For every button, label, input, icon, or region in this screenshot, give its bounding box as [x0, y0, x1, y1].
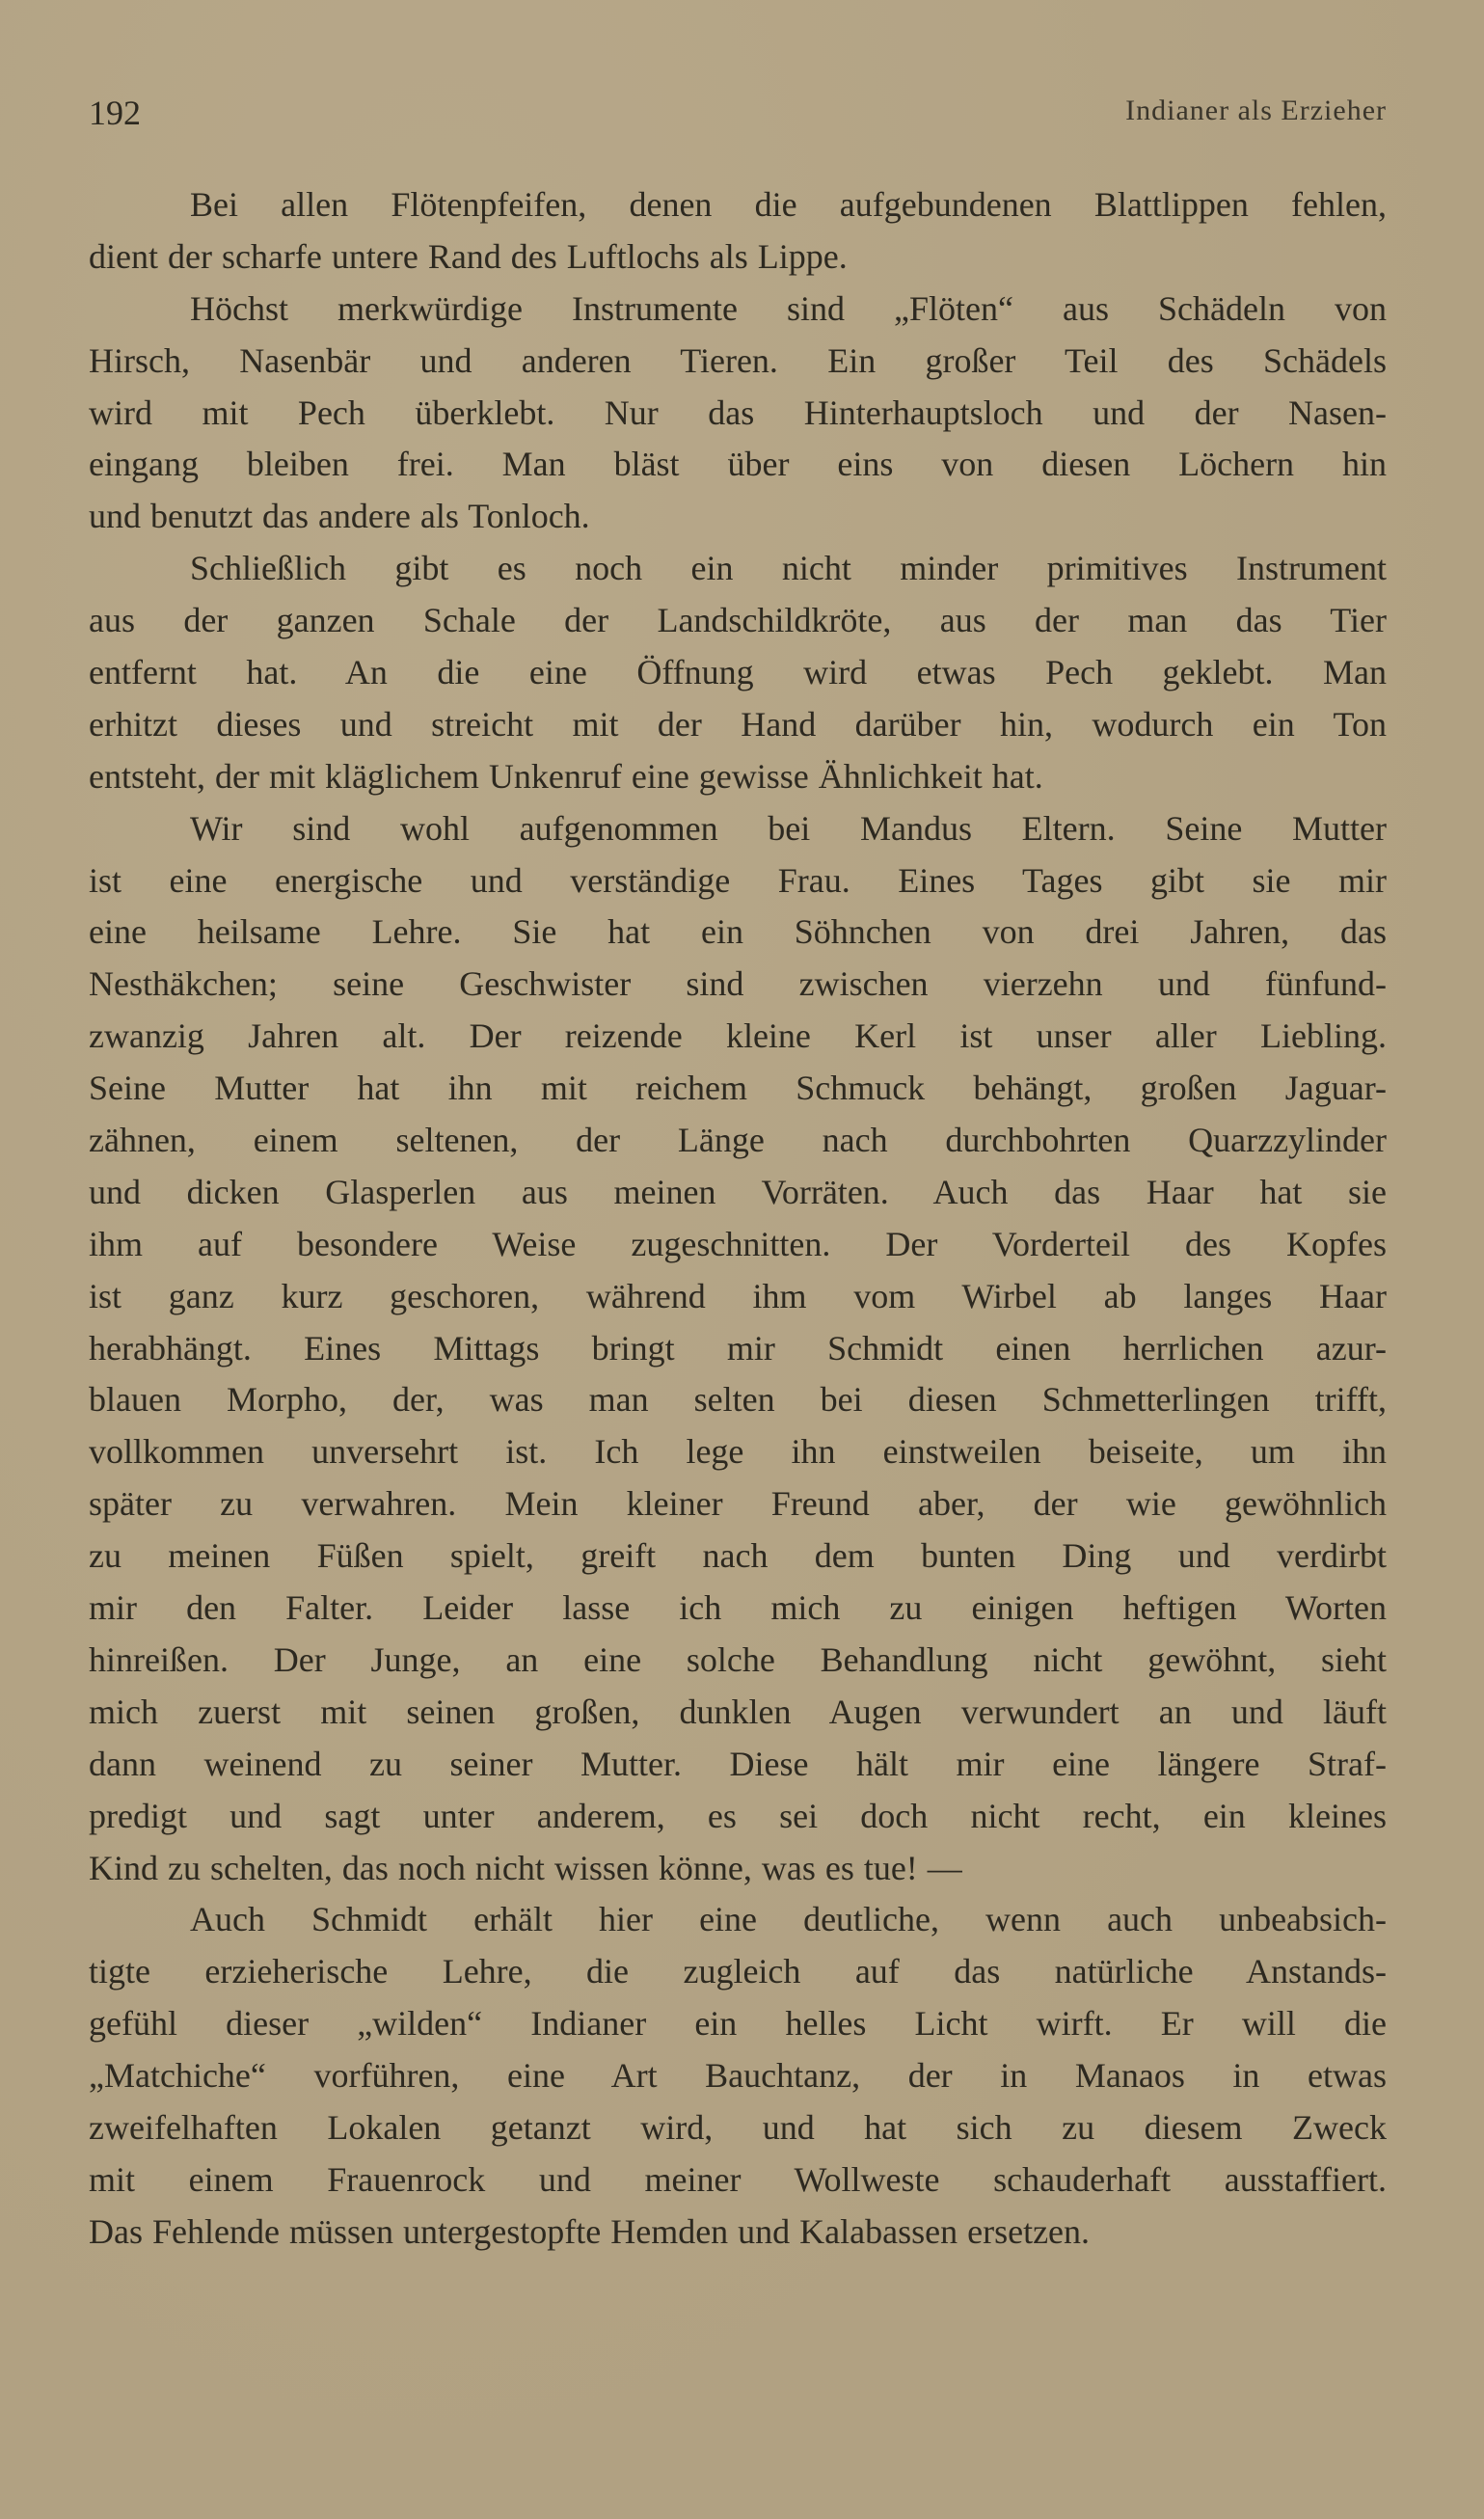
text-line: Höchst merkwürdige Instrumente sind „Flöten“ aus Schädeln von: [190, 288, 1387, 328]
running-title: Indianer als Erzieher: [1125, 95, 1387, 126]
text-line: ist eine energische und verständige Frau. Eines Tages gibt sie mir: [89, 860, 1387, 900]
text-line: blauen Morpho, der, was man selten bei diesen Schmetterlingen trifft,: [89, 1380, 1387, 1420]
paragraph: [89, 803, 1387, 1895]
text-line: Hirsch, Nasenbär und anderen Tieren. Ein großer Teil des Schädels: [89, 340, 1387, 380]
text-line: vollkommen unversehrt ist. Ich lege ihn einstweilen beiseite, um ihn: [89, 1432, 1387, 1472]
text-line: gefühl dieser „wilden“ Indianer ein helles Licht wirft. Er will die: [89, 2004, 1387, 2044]
text-line: Bei allen Flötenpfeifen, denen die aufgebundenen Blattlippen fehlen,: [190, 185, 1387, 224]
text-line: erhitzt dieses und streicht mit der Hand darüber hin, wodurch ein Ton: [89, 704, 1387, 744]
text-line: tigte erzieherische Lehre, die zugleich auf das natürliche Anstands-: [89, 1952, 1387, 1991]
text-line: Auch Schmidt erhält hier eine deutliche, wenn auch unbeabsich-: [190, 1900, 1387, 1939]
body-text: [89, 179, 1387, 2259]
text-line: Wir sind wohl aufgenommen bei Mandus Eltern. Seine Mutter: [190, 808, 1387, 848]
running-header: [89, 93, 1387, 135]
text-line: dann weinend zu seiner Mutter. Diese hält mir eine längere Straf-: [89, 1744, 1387, 1783]
text-line: „Matchiche“ vorführen, eine Art Bauchtanz, der in Manaos in etwas: [89, 2056, 1387, 2096]
text-line: zähnen, einem seltenen, der Länge nach durchbohrten Quarzzylinder: [89, 1121, 1387, 1160]
text-line: aus der ganzen Schale der Landschildkröte, aus der man das Tier: [89, 601, 1387, 640]
page-number: 192: [89, 94, 141, 132]
paragraph: [89, 179, 1387, 284]
paragraph: [89, 1894, 1387, 2258]
text-line: später zu verwahren. Mein kleiner Freund aber, der wie gewöhnlich: [89, 1484, 1387, 1524]
text-line: zweifelhaften Lokalen getanzt wird, und hat sich zu diesem Zweck: [89, 2107, 1387, 2147]
text-line: hinreißen. Der Junge, an eine solche Behandlung nicht gewöhnt, sieht: [89, 1639, 1387, 1679]
text-line: Das Fehlende müssen untergestopfte Hemden und Kalabassen ersetzen.: [89, 2211, 1091, 2251]
paragraph: [89, 543, 1387, 802]
text-line: ihm auf besondere Weise zugeschnitten. Der Vorderteil des Kopfes: [89, 1224, 1387, 1263]
paragraph: [89, 284, 1387, 543]
text-line: mit einem Frauenrock und meiner Wollweste schauderhaft ausstaffiert.: [89, 2159, 1387, 2199]
text-line: herabhängt. Eines Mittags bringt mir Schmidt einen herrlichen azur-: [89, 1328, 1387, 1368]
text-line: wird mit Pech überklebt. Nur das Hinterhauptsloch und der Nasen-: [89, 393, 1387, 432]
text-line: und benutzt das andere als Tonloch.: [89, 497, 590, 536]
text-line: eine heilsame Lehre. Sie hat ein Söhnchen von drei Jahren, das: [89, 912, 1387, 952]
text-line: zu meinen Füßen spielt, greift nach dem bunten Ding und verdirbt: [89, 1536, 1387, 1576]
text-line: predigt und sagt unter anderem, es sei doch nicht recht, ein kleines: [89, 1796, 1387, 1835]
text-line: mir den Falter. Leider lasse ich mich zu einigen heftigen Worten: [89, 1588, 1387, 1628]
text-line: Schließlich gibt es noch ein nicht minder primitives Instrument: [190, 549, 1387, 588]
text-line: entfernt hat. An die eine Öffnung wird etwas Pech geklebt. Man: [89, 653, 1387, 692]
text-line: Seine Mutter hat ihn mit reichem Schmuck behängt, großen Jaguar-: [89, 1069, 1387, 1108]
text-line: eingang bleiben frei. Man bläst über eins von diesen Löchern hin: [89, 445, 1387, 484]
text-line: ist ganz kurz geschoren, während ihm vom Wirbel ab langes Haar: [89, 1276, 1387, 1315]
text-line: mich zuerst mit seinen großen, dunklen Augen verwundert an und läuft: [89, 1692, 1387, 1731]
text-line: zwanzig Jahren alt. Der reizende kleine Kerl ist unser aller Liebling.: [89, 1016, 1387, 1056]
text-line: dient der scharfe untere Rand des Luftlochs als Lippe.: [89, 236, 848, 276]
text-line: Kind zu schelten, das noch nicht wissen könne, was es tue! —: [89, 1848, 962, 1887]
text-line: und dicken Glasperlen aus meinen Vorräten. Auch das Haar hat sie: [89, 1172, 1387, 1211]
text-line: entsteht, der mit kläglichem Unkenruf eine gewisse Ähnlichkeit hat.: [89, 756, 1043, 796]
text-line: Nesthäkchen; seine Geschwister sind zwischen vierzehn und fünfund-: [89, 964, 1387, 1004]
